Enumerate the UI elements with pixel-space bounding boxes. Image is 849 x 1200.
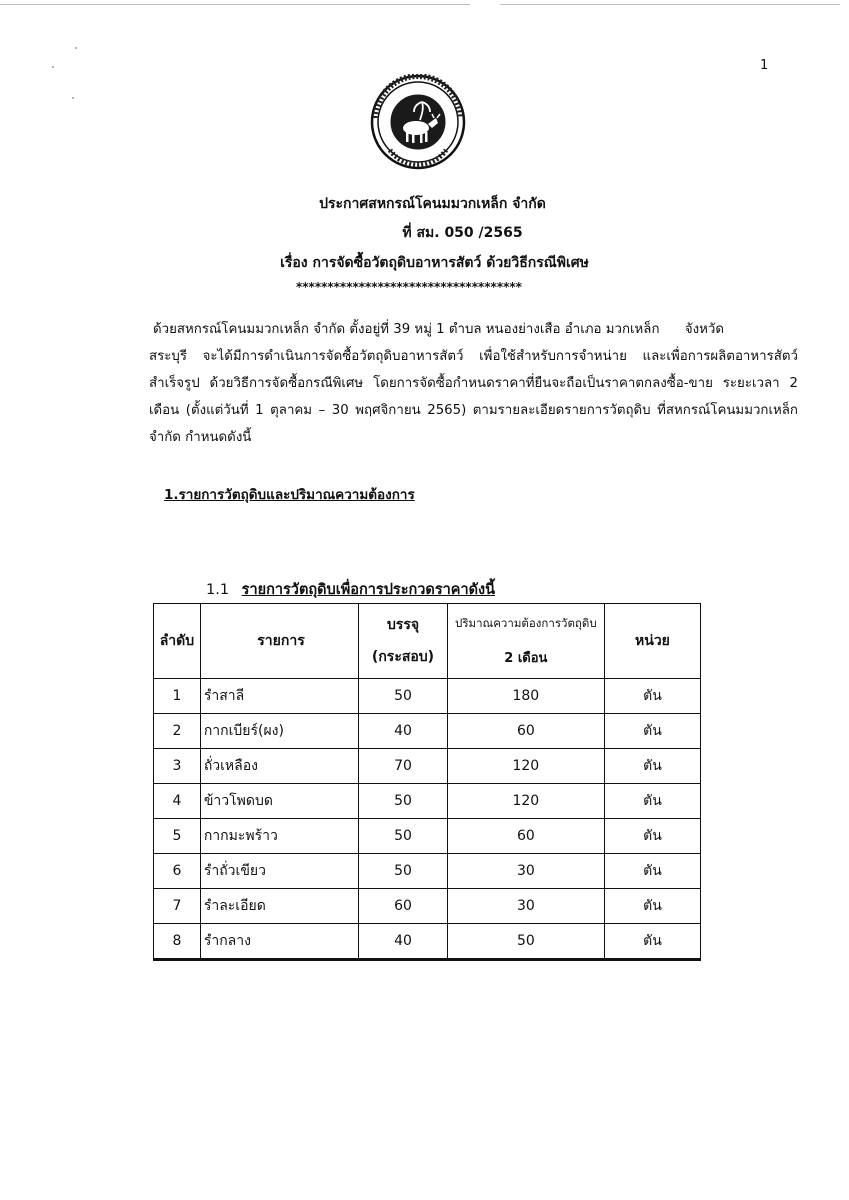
- row-qty: 60: [447, 714, 604, 749]
- row-no: 5: [154, 819, 201, 854]
- intro-line-1: ด้วยสหกรณ์โคนมมวกเหล็ก จำกัด ตั้งอยู่ที่ 39 หมู่ 1 ตำบล หนองย่างเสือ อำเภอ มวกเหล็ก จังหวัด: [153, 322, 725, 337]
- intro-line-rest: สระบุรี จะได้มีการดำเนินการจัดซื้อวัตถุดิบอาหารสัตว์ เพื่อใช้สำหรับการจำหน่าย และเพื่อการผลิตอาหารสัตว์สำเร็จรูป ด้วยวิธีการจัดซื้อกรณีพิเศษ โดยการจัดซื้อกำหนดราคาที่ยืนจะถือเป็นราคาตกลงซื้อ-ขาย ระยะเวลา 2 เดือน (ตั้งแต่วันที่ 1 ตุลาคม – 30 พฤศจิกายน 2565) ตามรายละเอียดรายการวัตถุดิบ ที่สหกรณ์โคนมมวกเหล็ก จำกัด กำหนดดังนี้: [149, 349, 798, 445]
- table-row: [154, 854, 701, 889]
- row-no: 8: [154, 924, 201, 960]
- row-item: กากมะพร้าว: [200, 819, 358, 854]
- row-qty: 30: [447, 889, 604, 924]
- subsection-heading: [206, 578, 495, 601]
- header-qty: [447, 604, 604, 679]
- header-pack-line1: บรรจุ: [386, 617, 420, 633]
- row-unit: ตัน: [604, 889, 700, 924]
- row-pack: 50: [359, 854, 448, 889]
- row-unit: ตัน: [604, 819, 700, 854]
- row-qty: 30: [447, 854, 604, 889]
- row-no: 2: [154, 714, 201, 749]
- scan-speck: [52, 66, 54, 68]
- subject-line: เรื่อง การจัดซื้อวัตถุดิบอาหารสัตว์ ด้วยวิธีกรณีพิเศษ: [280, 255, 589, 271]
- row-pack: 50: [359, 819, 448, 854]
- table-row: [154, 679, 701, 714]
- row-item: ถั่วเหลือง: [200, 749, 358, 784]
- row-item: รำสาลี: [200, 679, 358, 714]
- header-pack: [359, 604, 448, 679]
- scan-speck: [75, 47, 77, 49]
- row-no: 7: [154, 889, 201, 924]
- row-pack: 50: [359, 679, 448, 714]
- row-pack: 70: [359, 749, 448, 784]
- row-pack: 40: [359, 924, 448, 960]
- materials-table: [153, 603, 701, 961]
- table-row: [154, 889, 701, 924]
- table-row: [154, 924, 701, 960]
- row-qty: 120: [447, 749, 604, 784]
- row-unit: ตัน: [604, 714, 700, 749]
- table-row: [154, 714, 701, 749]
- row-pack: 40: [359, 714, 448, 749]
- scan-edge-line: [500, 4, 840, 5]
- header-item: รายการ: [200, 604, 358, 679]
- row-no: 1: [154, 679, 201, 714]
- row-item: รำกลาง: [200, 924, 358, 960]
- separator-stars: ************************************: [296, 280, 522, 294]
- row-unit: ตัน: [604, 854, 700, 889]
- row-qty: 50: [447, 924, 604, 960]
- row-no: 6: [154, 854, 201, 889]
- row-unit: ตัน: [604, 924, 700, 960]
- row-no: 3: [154, 749, 201, 784]
- reference-number: ที่ สม. 050 /2565: [402, 225, 523, 241]
- section-1-heading: 1.รายการวัตถุดิบและปริมาณความต้องการ: [164, 487, 415, 503]
- announcement-title: ประกาศสหกรณ์โคนมมวกเหล็ก จำกัด: [319, 196, 546, 212]
- row-qty: 120: [447, 784, 604, 819]
- header-pack-line2: (กระสอบ): [371, 649, 435, 665]
- row-pack: 50: [359, 784, 448, 819]
- intro-paragraph: [149, 316, 798, 451]
- row-item: ข้าวโพดบด: [200, 784, 358, 819]
- row-no: 4: [154, 784, 201, 819]
- scan-edge-line: [0, 4, 470, 5]
- row-unit: ตัน: [604, 749, 700, 784]
- table-row: [154, 784, 701, 819]
- header-qty-line1: ปริมาณความต้องการวัตถุดิบ: [455, 615, 597, 630]
- row-unit: ตัน: [604, 679, 700, 714]
- row-qty: 60: [447, 819, 604, 854]
- table-row: [154, 749, 701, 784]
- header-no: ลำดับ: [154, 604, 201, 679]
- row-pack: 60: [359, 889, 448, 924]
- scan-speck: [72, 97, 74, 99]
- row-item: รำละเอียด: [200, 889, 358, 924]
- table-row: [154, 819, 701, 854]
- header-unit: หน่วย: [604, 604, 700, 679]
- row-item: รำถั่วเขียว: [200, 854, 358, 889]
- row-item: กากเบียร์(ผง): [200, 714, 358, 749]
- subsection-title: รายการวัตถุดิบเพื่อการประกวดราคาดังนี้: [241, 582, 495, 598]
- row-unit: ตัน: [604, 784, 700, 819]
- cooperative-seal-logo: [370, 74, 466, 170]
- page-number: 1: [760, 58, 769, 73]
- subsection-number: 1.1: [206, 582, 230, 598]
- header-qty-line2: 2 เดือน: [504, 650, 548, 666]
- row-qty: 180: [447, 679, 604, 714]
- table-header-row: [154, 604, 701, 679]
